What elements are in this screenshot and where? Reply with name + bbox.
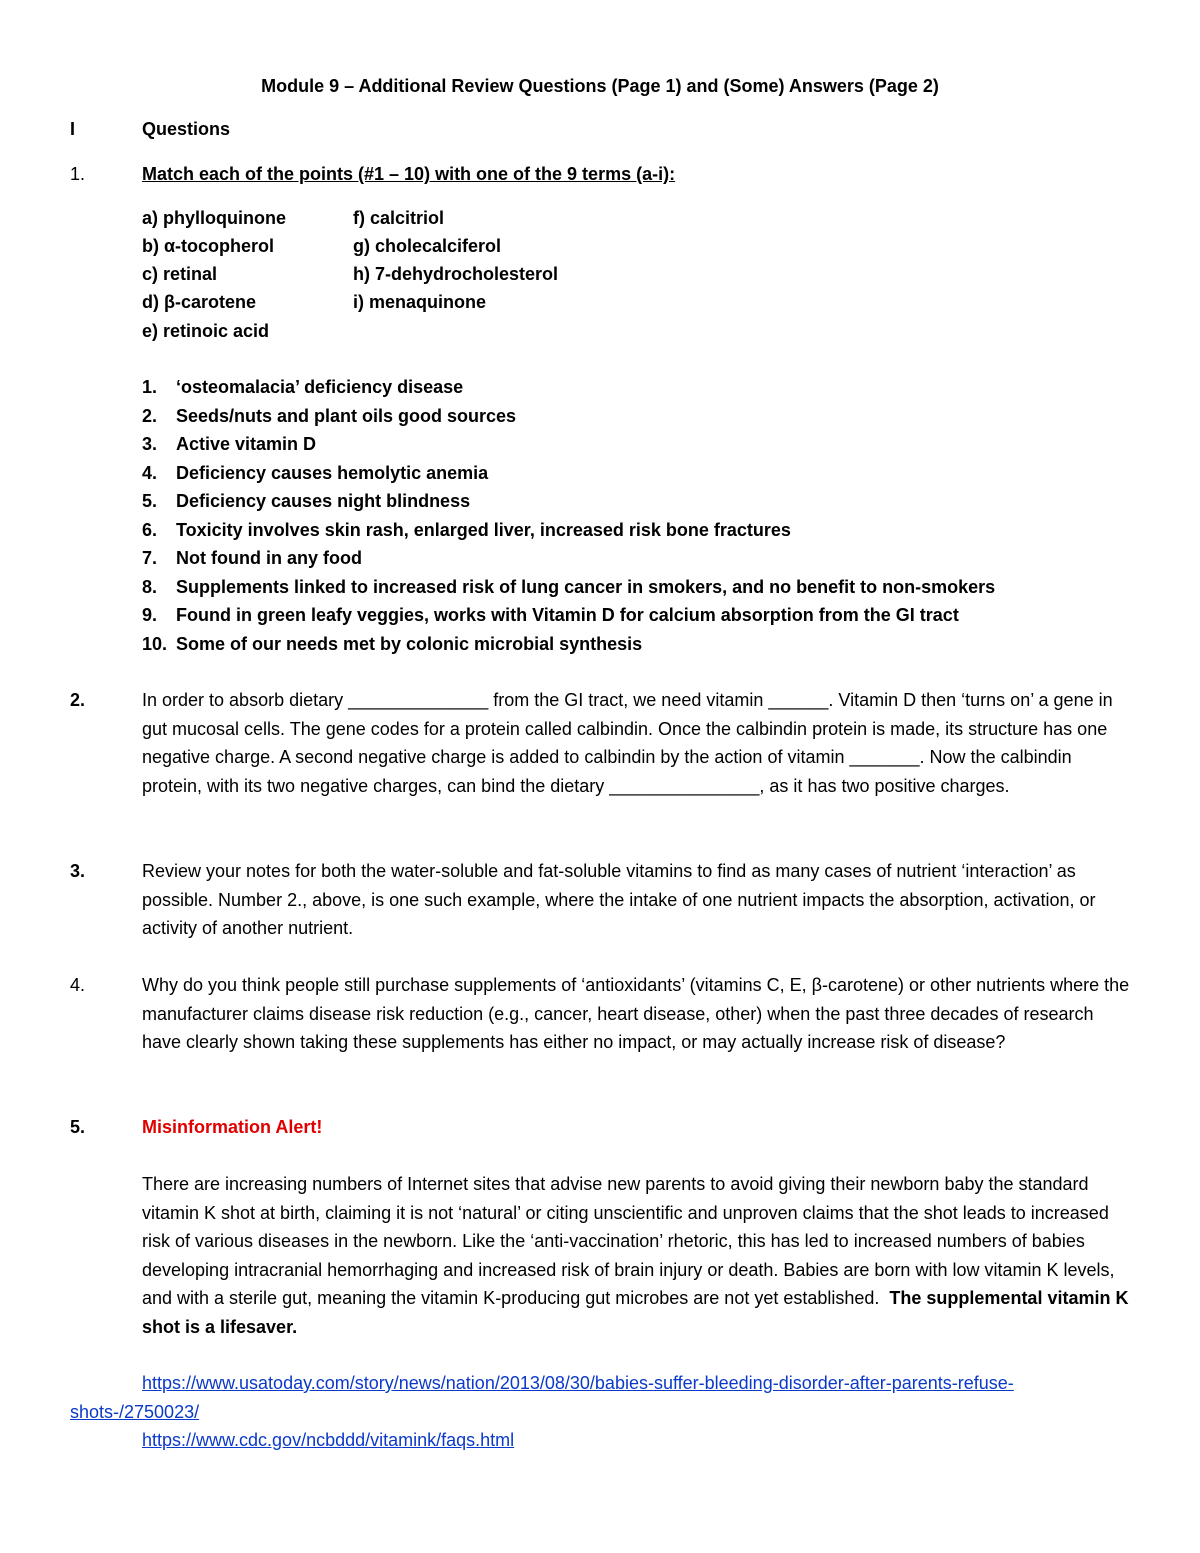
q3-text: Review your notes for both the water-soluble and fat-soluble vitamins to find as many cases of nutrient ‘interaction’ as possible. Number 2., above, is one such example, where the intake of one nutrient impacts the absorption, activation, or activity of another nutrient.: [142, 861, 1096, 938]
point-number: 10.: [142, 633, 168, 654]
usatoday-link[interactable]: https://www.usatoday.com/story/news/nation/2013/08/30/babies-suffer-bleeding-disorder-after-parents-refuse-shots-/2750023/: [70, 1373, 1014, 1422]
q5-body: There are increasing numbers of Internet sites that advise new parents to avoid giving their newborn baby the standard vitamin K shot at birth, claiming it is not ‘natural’ or citing unscientific and unproven claims that the shot leads to increased risk of various diseases in the newborn. Like the ‘anti-vaccination’ rhetoric, this has led to increased numbers of babies developing intracranial hemorrhaging and increased risk of brain injury or death. Babies are born with low vitamin K levels, and with a sterile gut, meaning the vitamin K-producing gut microbes are not yet established.: [142, 1174, 1115, 1308]
page-title: Module 9 – Additional Review Questions (Page 1) and (Some) Answers (Page 2): [261, 76, 939, 96]
cdc-link[interactable]: https://www.cdc.gov/ncbddd/vitamink/faqs.html: [142, 1430, 515, 1450]
point-number: 3.: [142, 434, 158, 454]
list-item: [142, 430, 995, 459]
list-item: [142, 573, 995, 602]
point-number: 9.: [142, 605, 158, 625]
point-text: Supplements linked to increased risk of lung cancer in smokers, and no benefit to non-smokers: [176, 576, 996, 597]
point-number: 1.: [142, 377, 158, 397]
term-c: c) retinal: [142, 264, 218, 284]
list-item: [142, 544, 995, 573]
q1-prompt: Match each of the points (#1 – 10) with one of the 9 terms (a-i):: [142, 164, 676, 184]
point-text: Deficiency causes night blindness: [176, 491, 471, 511]
point-text: Found in green leafy veggies, works with Vitamin D for calcium absorption from the GI tract: [176, 605, 959, 625]
point-text: Toxicity involves skin rash, enlarged liver, increased risk bone fractures: [176, 519, 791, 540]
q5-number: 5.: [70, 1117, 86, 1137]
point-number: 4.: [142, 462, 158, 483]
point-text: Seeds/nuts and plant oils good sources: [176, 405, 517, 426]
q1-number: 1.: [70, 164, 86, 184]
point-number: 7.: [142, 548, 158, 568]
q4-number: 4.: [70, 975, 86, 995]
list-item: [142, 516, 995, 545]
point-text: Deficiency causes hemolytic anemia: [176, 462, 489, 483]
list-item: [142, 402, 995, 431]
points-list: [142, 373, 995, 658]
list-item: [142, 373, 995, 402]
list-item: [142, 487, 995, 516]
point-text: Active vitamin D: [176, 434, 317, 454]
misinformation-alert-heading: Misinformation Alert!: [142, 1117, 323, 1137]
section-label: Questions: [142, 119, 231, 139]
q3-number: 3.: [70, 861, 86, 881]
term-d: d) β-carotene: [142, 292, 257, 312]
point-number: 2.: [142, 405, 158, 426]
list-item: [142, 459, 995, 488]
term-f: f) calcitriol: [353, 208, 445, 228]
point-number: 6.: [142, 519, 158, 540]
section-numeral: I: [70, 119, 76, 139]
term-h: h) 7-dehydrocholesterol: [353, 264, 559, 284]
q2-number: 2.: [70, 690, 86, 710]
q2-text: In order to absorb dietary ______________ from the GI tract, we need vitamin ______. Vitamin D then ‘turns on’ a gene in gut mucosal cells. The gene codes for a protein called calbindin. Once the calbindin protein is made, its structure has one negative charge. A second negative charge is added to calbindin by the action of vitamin _______. Now the calbindin protein, with its two negative charges, can bind the dietary _______________, as it has two positive charges.: [142, 690, 1113, 796]
point-number: 8.: [142, 576, 158, 597]
point-text: ‘osteomalacia’ deficiency disease: [176, 377, 464, 397]
term-i: i) menaquinone: [353, 292, 487, 312]
q5-bold-tail: The supplemental vitamin K shot is a lifesaver.: [142, 1288, 1129, 1337]
term-b: b) α-tocopherol: [142, 236, 275, 256]
point-number: 5.: [142, 491, 158, 511]
term-a: a) phylloquinone: [142, 208, 286, 228]
cdc-link-row: [142, 1426, 514, 1455]
term-e: e) retinoic acid: [142, 321, 270, 341]
reference-links: [70, 1369, 1130, 1426]
list-item: [142, 630, 995, 659]
point-text: Not found in any food: [176, 548, 362, 568]
list-item: [142, 601, 995, 630]
q4-text: Why do you think people still purchase supplements of ‘antioxidants’ (vitamins C, E, β-carotene) or other nutrients where the manufacturer claims disease risk reduction (e.g., cancer, heart disease, other) when the past three decades of research have clearly shown taking these supplements has either no impact, or may actually increase risk of disease?: [142, 975, 1130, 1052]
term-g: g) cholecalciferol: [353, 236, 502, 256]
q5-text: [142, 1170, 1132, 1341]
point-text: Some of our needs met by colonic microbial synthesis: [176, 633, 643, 654]
